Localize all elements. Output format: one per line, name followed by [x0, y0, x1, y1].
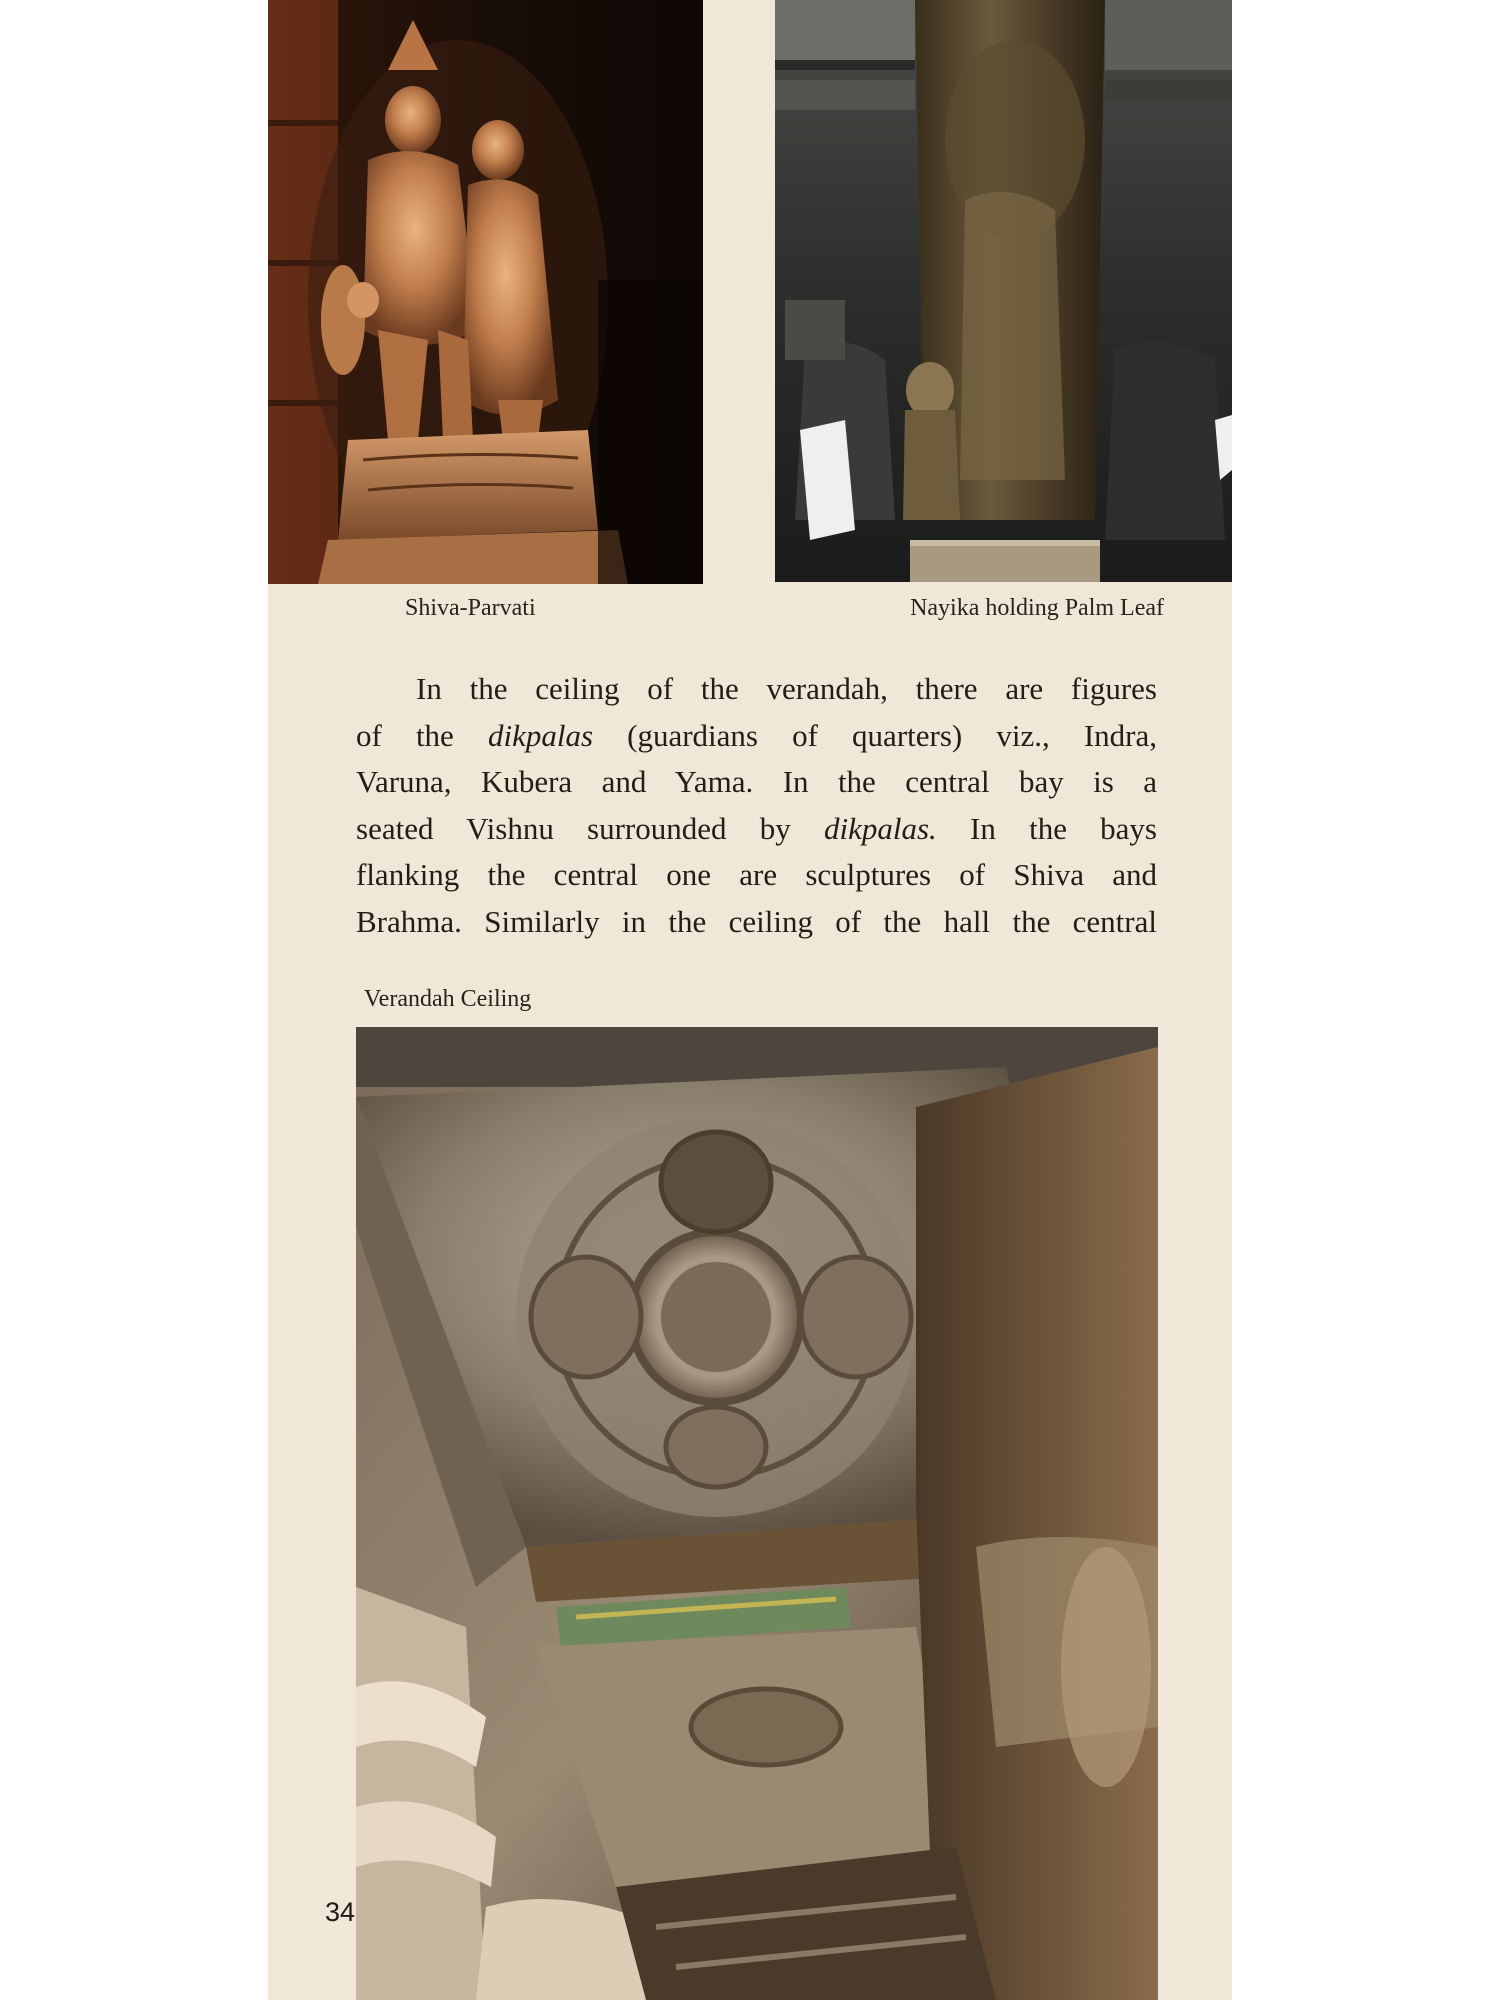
- verandah-ceiling-caption: Verandah Ceiling: [364, 986, 532, 1012]
- book-page: [268, 0, 1232, 2000]
- paragraph-line-2: [356, 713, 1157, 760]
- dikpalas-term: dikpalas: [487, 717, 594, 753]
- paragraph-line-4-b: In the bays: [970, 810, 1158, 846]
- dikpalas-term-2: dikpalas.: [823, 810, 937, 846]
- paragraph-line-4-a: seated Vishnu surrounded by: [356, 810, 791, 846]
- shiva-parvati-caption: Shiva-Parvati: [405, 595, 536, 621]
- page-number: 34: [325, 1897, 356, 1927]
- paragraph-line-4: [356, 806, 1157, 853]
- paragraph-line-6: Brahma. Similarly in the ceiling of the hall the central: [356, 903, 1157, 939]
- paragraph-line-2-a: of the: [356, 717, 454, 753]
- paragraph-line-1: In the ceiling of the verandah, there are figures: [416, 671, 1157, 706]
- paragraph-line-2-b: (guardians of quarters) viz., Indra,: [627, 717, 1157, 753]
- nayika-photo: [775, 0, 1232, 582]
- shiva-parvati-photo: [268, 0, 703, 584]
- nayika-caption: Nayika holding Palm Leaf: [910, 595, 1164, 621]
- verandah-ceiling-photo: [356, 1027, 1158, 2000]
- paragraph-line-5: flanking the central one are sculptures of Shiva and: [356, 857, 1157, 892]
- paragraph-line-3: Varuna, Kubera and Yama. In the central bay is a: [356, 764, 1157, 799]
- body-paragraph: [356, 666, 1157, 945]
